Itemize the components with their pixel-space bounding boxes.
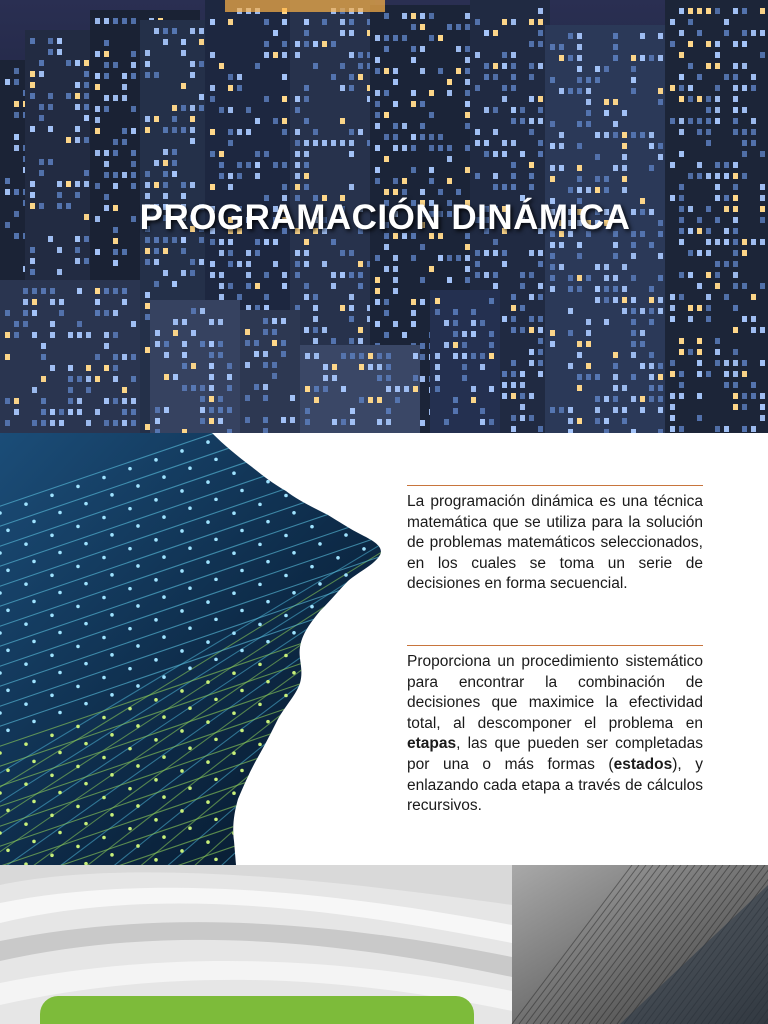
procedure-paragraph (407, 652, 703, 817)
slide-title: PROGRAMACIÓN DINÁMICA (139, 198, 631, 237)
procedure-text-1: Proporciona un procedimiento sistemático para encontrar la combinación de decisiones que maximice la efectividad total, al descomponer el problema en (407, 653, 703, 732)
network-grid-image (0, 433, 400, 865)
divider-line (407, 645, 703, 646)
procedure-text-3: ), y enlazando cada etapa a través de cálculos recursivos. (407, 755, 704, 815)
estados-term: estados (613, 755, 673, 773)
title-slide (0, 0, 768, 433)
definition-slide (0, 433, 768, 865)
definition-block (407, 485, 703, 595)
etapas-term: etapas (407, 735, 457, 753)
divider-line (407, 485, 703, 486)
building-shape (240, 310, 300, 433)
rooftop-light (225, 0, 385, 12)
procedure-text-2: , las que pueden ser completadas por una o más formas ( (407, 735, 703, 773)
procedure-block (407, 645, 703, 817)
third-slide (0, 865, 768, 1024)
green-title-box (40, 996, 474, 1024)
definition-paragraph: La programación dinámica es una técnica matemática que se utiliza para la solución de problemas matemáticos seleccionados, en los cuales se toma un serie de decisiones en forma secuencial. (407, 493, 703, 593)
building-shape (430, 290, 500, 433)
